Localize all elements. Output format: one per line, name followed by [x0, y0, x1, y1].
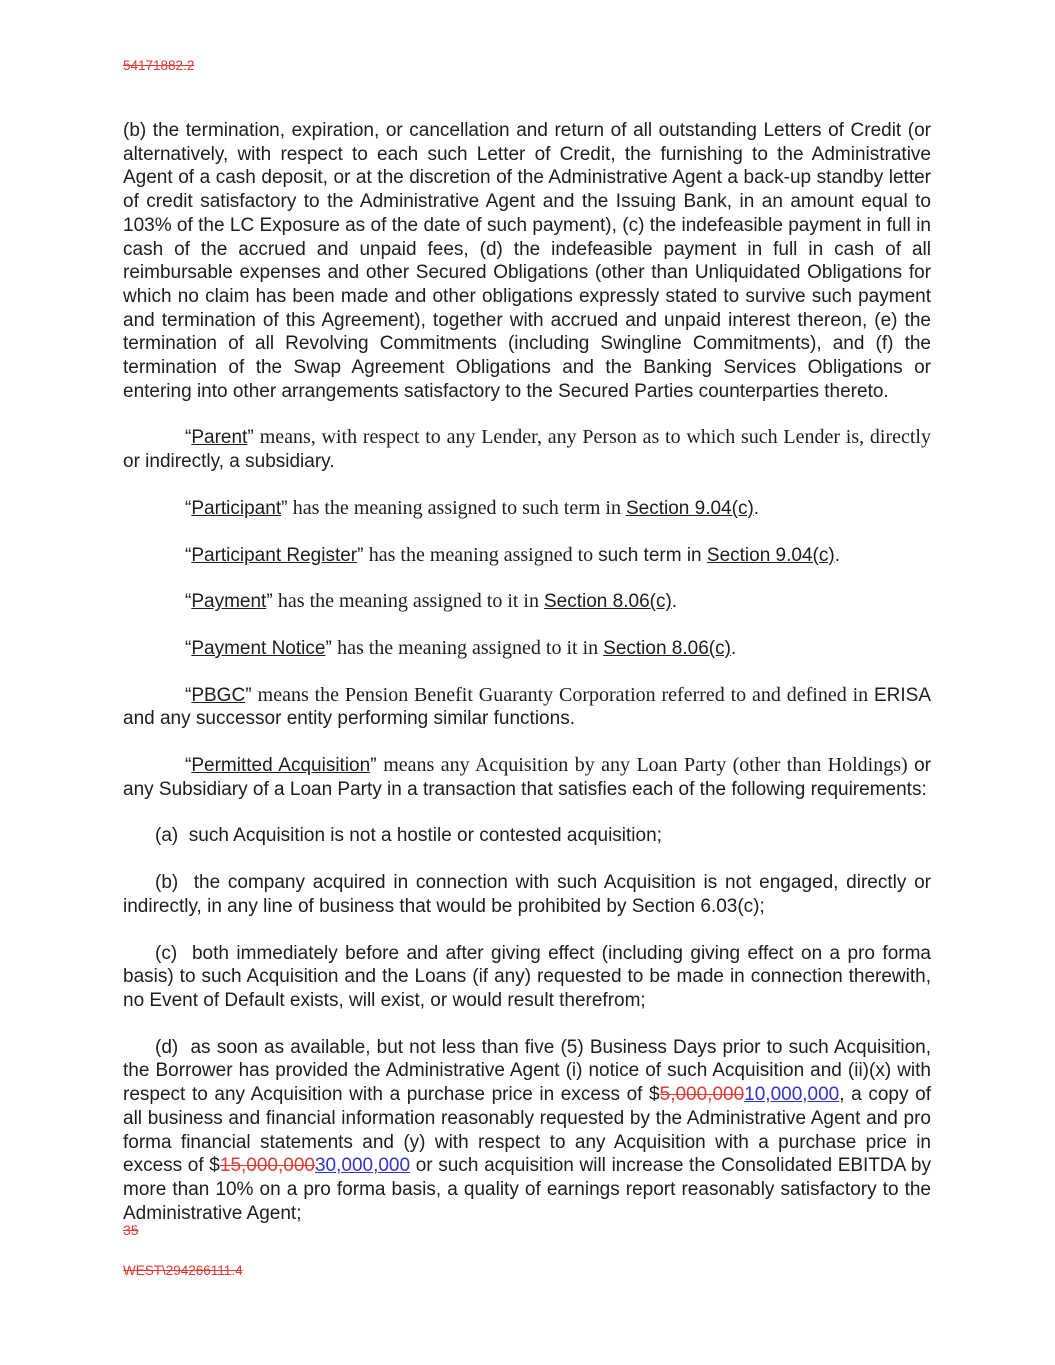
quote-mark-open: “ — [185, 497, 192, 519]
defined-term-participant: Participant — [191, 497, 282, 519]
quote-mark-close: ” — [245, 684, 258, 706]
definition-text: such term in — [598, 544, 707, 566]
inserted-amount-first: 10,000,000 — [744, 1084, 840, 1106]
paragraph-definition-payment — [123, 590, 931, 614]
defined-term-pbgc: PBGC — [191, 684, 246, 706]
paragraph-definition-participant-register — [123, 544, 931, 568]
section-reference: Section 9.04(c) — [706, 544, 835, 566]
quote-mark-close: ” — [247, 427, 260, 449]
defined-term-parent: Parent — [191, 427, 248, 449]
paragraph-text: (b) the termination, expiration, or cancellation and return of all outstanding Letters of Credit (or alternatively, with respect to each such Letter of Credit, the furnishing to the Administrative Agent of a cash deposit, or at the discretion of the Administrative Agent a back-up standby letter of credit satisfactory to the Administrative Agent and the Issuing Bank, in an amount equal to 103% of the LC Exposure as of the date of such payment), (c) the indefeasible payment in full in cash of the accrued and unpaid fees, (d) the indefeasible payment in full in cash of all reimbursable expenses and other Secured Obligations (other than Unliquidated Obligations for which no claim has been made and other obligations expressly stated to survive such payment and termination of this Agreement), together with accrued and unpaid interest thereon, (e) the termination of all Revolving Commitments (including Swingline Commitments), and (f) the termination of the Swap Agreement Obligations and the Banking Services Obligations or entering into other arrangements satisfactory to the Secured Parties counterparties thereto. — [123, 120, 931, 402]
paragraph-text: (c) both immediately before and after giving effect (including giving effect on a pro forma basis) to such Acquisition and the Loans (if any) requested to be made in connection therewith, no Event of Default exists, will exist, or would result therefrom; — [123, 942, 931, 1011]
paragraph-requirement-c — [123, 942, 931, 1013]
section-reference: Section 8.06(c) — [603, 637, 731, 659]
definition-text: means any Acquisition by any Loan Party (other than Holdings) — [383, 754, 915, 777]
header-doc-number: 54171882.2 — [123, 58, 195, 73]
paragraph-requirement-d — [123, 1036, 931, 1226]
document-body — [123, 119, 931, 1248]
quote-mark-open: “ — [185, 637, 192, 659]
definition-text: has the meaning assigned to it in — [277, 590, 544, 613]
definition-text: or any Subsidiary of a Loan Party in a transaction that satisfies each of the following requirements: — [123, 755, 932, 800]
quote-mark-open: “ — [185, 427, 192, 449]
deleted-amount-second: 15,000,000 — [219, 1155, 315, 1177]
defined-term-permitted-acquisition: Permitted Acquisition — [191, 755, 371, 777]
quote-mark-close: ” — [357, 544, 369, 566]
sentence-period: . — [834, 544, 840, 566]
sentence-period: . — [753, 497, 760, 519]
paragraph-requirement-a — [123, 824, 931, 848]
definition-text: ERISA and any successor entity performing similar functions. — [123, 684, 931, 730]
deleted-amount-first: 5,000,000 — [659, 1084, 745, 1106]
quote-mark-open: “ — [185, 544, 192, 566]
paragraph-text: (a) such Acquisition is not a hostile or contested acquisition; — [155, 825, 662, 847]
paragraph-text: (d) as soon as available, but not less than five (5) Business Days prior to such Acquisition, the Borrower has provided the Administrative Agent (i) notice of such Acquisition and (ii)(x) with respect to any Acquisition with a purchase price in excess of $ — [123, 1036, 931, 1106]
definition-text: has the meaning assigned to — [368, 543, 599, 566]
quote-mark-open: “ — [185, 591, 192, 613]
paragraph-text: (b) the company acquired in connection with such Acquisition is not engaged, directly or indirectly, in any line of business that would be prohibited by Section 6.03(c); — [123, 872, 931, 917]
definition-text: means the Pension Benefit Guaranty Corporation referred to and defined in — [257, 683, 874, 706]
footer-doc-id: WEST\294266111.4 — [123, 1263, 243, 1278]
paragraph-definition-parent — [123, 426, 931, 473]
quote-mark-close: ” — [266, 591, 278, 613]
inserted-amount-second: 30,000,000 — [314, 1155, 411, 1177]
quote-mark-close: ” — [281, 497, 293, 519]
paragraph-text: , a copy of all business and financial information reasonably requested by the Administrative Agent and pro forma financial statements and (y) with respect to any Acquisition with a purchase price in excess of $ — [123, 1084, 931, 1177]
definition-text: has the meaning assigned to it in — [337, 636, 604, 659]
paragraph-requirement-b — [123, 871, 931, 918]
paragraph-definition-permitted-acquisition — [123, 754, 931, 801]
quote-mark-open: “ — [185, 755, 192, 777]
paragraph-definition-pbgc — [123, 684, 931, 731]
sentence-period: . — [671, 591, 678, 613]
definition-text: or indirectly, a subsidiary. — [123, 451, 335, 473]
section-reference: Section 9.04(c) — [625, 497, 754, 519]
paragraph-text: or such acquisition will increase the Consolidated EBITDA by more than 10% on a pro forma basis, a quality of earnings report reasonably satisfactory to the Administrative Agent; — [123, 1155, 931, 1224]
sentence-period: . — [730, 637, 737, 659]
paragraph-definition-participant — [123, 497, 931, 521]
quote-mark-close: ” — [325, 637, 338, 659]
definition-text: has the meaning assigned to such term in — [292, 496, 626, 519]
paragraph-clause-b — [123, 119, 931, 403]
quote-mark-open: “ — [185, 684, 192, 706]
paragraph-definition-payment-notice — [123, 637, 931, 661]
defined-term-payment-notice: Payment Notice — [191, 637, 326, 659]
section-reference: Section 8.06(c) — [544, 591, 672, 613]
defined-term-payment: Payment — [191, 591, 267, 613]
quote-mark-close: ” — [370, 755, 384, 777]
footer-page-number: 35 — [123, 1222, 139, 1238]
defined-term-participant-register: Participant Register — [191, 544, 358, 566]
definition-text: means, with respect to any Lender, any Person as to which such Lender is, directly — [259, 426, 931, 449]
